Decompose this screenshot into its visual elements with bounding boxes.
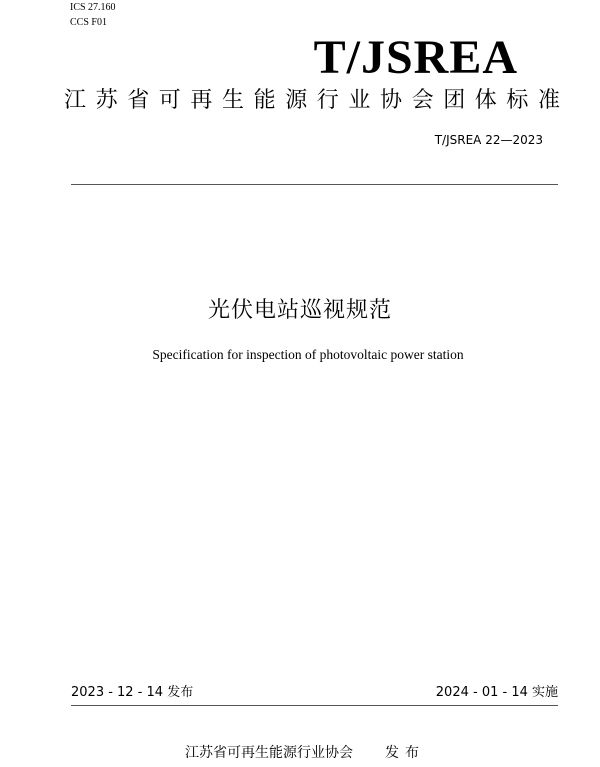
title-chinese: 光伏电站巡视规范 [207, 298, 392, 323]
standard-number: T/JSREA 22—2023 [434, 133, 543, 147]
ics-code: ICS 27.160 [70, 2, 116, 13]
bottom-divider [71, 705, 558, 706]
ccs-code: CCS F01 [70, 17, 107, 28]
publisher-name: 江苏省可再生能源行业协会 [185, 745, 353, 761]
publish-verb: 发布 [385, 745, 425, 761]
title-english: Specification for inspection of photovoltaic power station [152, 347, 464, 362]
classification-codes [70, 0, 116, 30]
organization-name: 江苏省可再生能源行业协会团体标准 [64, 88, 570, 113]
implementation-date: 2024 - 01 - 14 实施 [435, 685, 558, 700]
standard-brand: T/JSREA [313, 31, 518, 84]
top-divider [71, 184, 558, 185]
release-date: 2023 - 12 - 14 发布 [71, 685, 194, 700]
publisher-line [185, 743, 425, 763]
